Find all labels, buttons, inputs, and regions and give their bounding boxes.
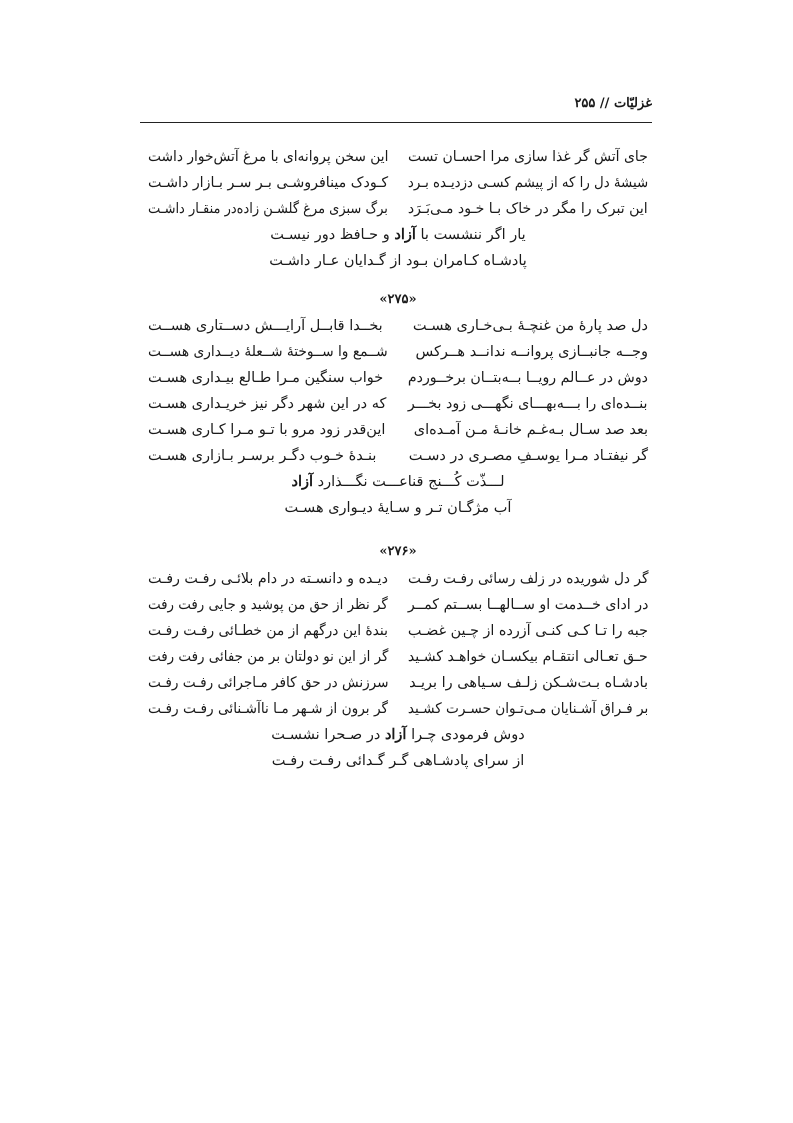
verse-row [148,567,648,591]
hemistich-second: که در این شهر دگر نیز خریـداری هسـت [148,396,387,412]
hemistich-first: جبه را تـا کـی کنـی آزرده از چـین غضـب [407,623,648,639]
verse-row [148,366,648,390]
poet-takhallus: آزاد [394,226,416,243]
closing-text-pre: یار اگر ننشست با [420,227,526,243]
verse-row [148,197,648,221]
closing-text-pre: دوش فرمودی چـرا [411,727,525,743]
verse-row [148,392,648,416]
verse-row [148,593,648,617]
verse-row [148,697,648,721]
verse-row [148,340,648,364]
verse-row [148,619,648,643]
verse-row [148,145,648,169]
hemistich-second: سرزنش در حق کافر مـاجرائی رفـت رفـت [148,675,389,691]
hemistich-first: بادشـاه بـت‌شـکن زلـف سـیاهی را بریـد [409,675,648,691]
hemistich-first: وجــه جانبــازی پروانــه ندانــد هــرکس [415,344,648,360]
hemistich-second: برگ سبزی مرغ گلشـن زادەدر منقـار داشـت [148,201,388,217]
closing-verse-line [148,470,648,494]
hemistich-first: گر نیفتـاد مـرا یوسـفِ مصـری در دسـت [408,448,648,464]
hemistich-second: خواب سنگین مـرا طـالع بیـداری هسـت [148,370,384,386]
hemistich-second: بخــدا قابــل آرایـــش دســتاری هســت [148,318,383,334]
hemistich-second: کـودک مینافروشـی بـر سـر بـازار داشـت [148,175,389,191]
hemistich-first: گر دل شوریده در زلف رسائی رفـت رفـت [407,571,648,587]
poem-number: «۲۷۶» [379,544,417,559]
hemistich-second: گر از این نو دولتان بر من جفائی رفت رفت [148,649,389,665]
page-content [148,0,648,1123]
closing-verse-line: پادشـاه کـامران بـود از گـدایان عـار داشـت [269,253,527,269]
hemistich-second: بنـدهٔ خـوب دگـر برسـر بـازاری هسـت [148,448,377,464]
closing-verse-line: آب مژگـان تـر و سـایهٔ دیـواری هسـت [284,500,512,516]
hemistich-first: بر فـراق آشـنایان مـی‌تـوان حسـرت کشـید [407,701,648,717]
closing-verse-line [148,223,648,247]
closing-text-post: در صـحرا نشسـت [271,727,381,743]
hemistich-first: بعد صد سـال بـه‌غـم خانـهٔ مـن آمـده‌ای [413,422,648,438]
hemistich-second: شــمع وا ســوختهٔ شــعلهٔ دیــداری هســت [148,344,388,360]
hemistich-first: دل صد پارهٔ من غنچـهٔ بـی‌خـاری هسـت [412,318,648,334]
verse-row [148,418,648,442]
hemistich-second: گر برون از شـهر مـا ناآشـنائی رفـت رفـت [148,701,389,717]
closing-text-post: و حـافظ دور نیسـت [270,227,390,243]
verse-row [148,171,648,195]
closing-verse-line [148,723,648,747]
poet-takhallus: آزاد [384,726,407,743]
hemistich-second: بندهٔ این درگهم از من خطـائی رفـت رفـت [148,623,388,639]
hemistich-first: بنــده‌ای را بـــه‌بهـــای نگهـــی زود بخـــر [408,396,648,412]
hemistich-first: حـق تعـالی انتقـام بیکسـان خواهـد کشـید [408,649,648,665]
hemistich-second: این‌قدر زود مرو با تـو مـرا کـاری هسـت [148,422,386,438]
poem-number: «۲۷۵» [379,292,417,307]
running-head: غزلیّات // ۲۵۵ [574,96,652,111]
verse-row [148,444,648,468]
hemistich-first: این تبرک را مگر در خاک بـا خـود مـی‌بَـرَد [408,201,648,217]
verse-row [148,314,648,338]
verse-row [148,671,648,695]
poet-takhallus: آزاد [291,473,314,490]
closing-verse-line: از سرای پادشـاهی گـر گـدائی رفـت رفـت [271,753,525,769]
hemistich-second: این سخن پروانه‌ای با مرغ آتش‌خوار داشت [148,149,389,165]
hemistich-first: دوش در عــالم رویــا بــه‌بتــان برخــوردم [407,370,648,386]
hemistich-first: جای آتش گر غذا سازی مرا احسـان تست [408,149,648,165]
verse-row [148,645,648,669]
closing-text-pre: لـــذّت کُـــنج قناعـــت نگـــذارد [317,474,505,490]
hemistich-first: شیشهٔ دل را که از پیشم کسـی دزدیـده بـرد [407,175,648,191]
hemistich-second: گر نظر از حق من پوشید و جایی رفت رفت [148,597,388,613]
hemistich-second: دیـده و دانسـته در دام بلائـی رفـت رفـت [148,571,388,587]
hemistich-first: در ادای خــدمت او ســالهــا بســتم کمــر [407,597,648,613]
